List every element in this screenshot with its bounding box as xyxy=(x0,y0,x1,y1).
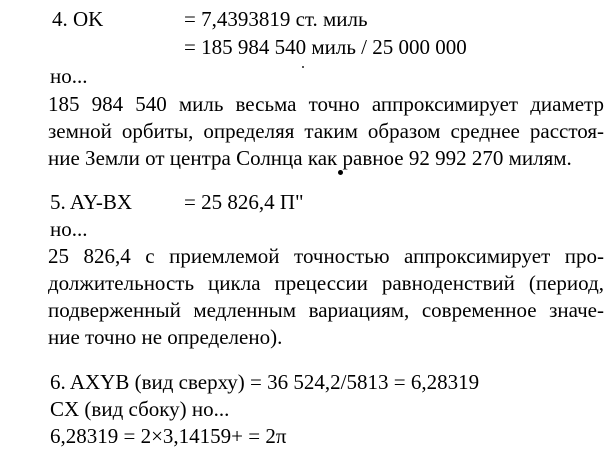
section4-paragraph-line-3: ние Земли от центра Солнца как равное 92 992 270 милям. xyxy=(48,146,572,170)
section6-line-1: 6. AXYB (вид сверху) = 36 524,2/5813 = 6,28319 xyxy=(50,370,480,394)
section5-but: но... xyxy=(50,217,88,241)
ink-speck xyxy=(302,66,304,68)
section6-line-2: CX (вид сбоку) но... xyxy=(50,397,230,421)
section4-paragraph-line-1: 185 984 540 миль весьма точно аппроксимирует диаметр xyxy=(48,92,604,116)
section5-paragraph-line-1: 25 826,4 с приемлемой точностью аппроксимирует про- xyxy=(48,244,604,268)
section4-paragraph-line-2: земной орбиты, определяя таким образом среднее расстоя- xyxy=(48,119,604,143)
section4-but: но... xyxy=(50,64,88,88)
section4-label: 4. OK xyxy=(52,7,104,31)
section5-label: 5. AY-BX xyxy=(50,190,133,214)
section6-line-3: 6,28319 = 2×3,14159+ = 2π xyxy=(50,424,287,448)
section4-equation-1: = 7,4393819 ст. миль xyxy=(184,7,368,31)
section5-paragraph-line-4: ние точно не определено). xyxy=(48,325,283,349)
ink-speck xyxy=(338,170,343,175)
section5-equation: = 25 826,4 П" xyxy=(184,190,304,214)
section5-paragraph-line-2: должительность цикла прецессии равноденствий (период, xyxy=(48,271,604,295)
section4-equation-2: = 185 984 540 миль / 25 000 000 xyxy=(184,35,467,59)
section5-paragraph-line-3: подверженный медленным вариациям, современное значе- xyxy=(48,298,604,322)
